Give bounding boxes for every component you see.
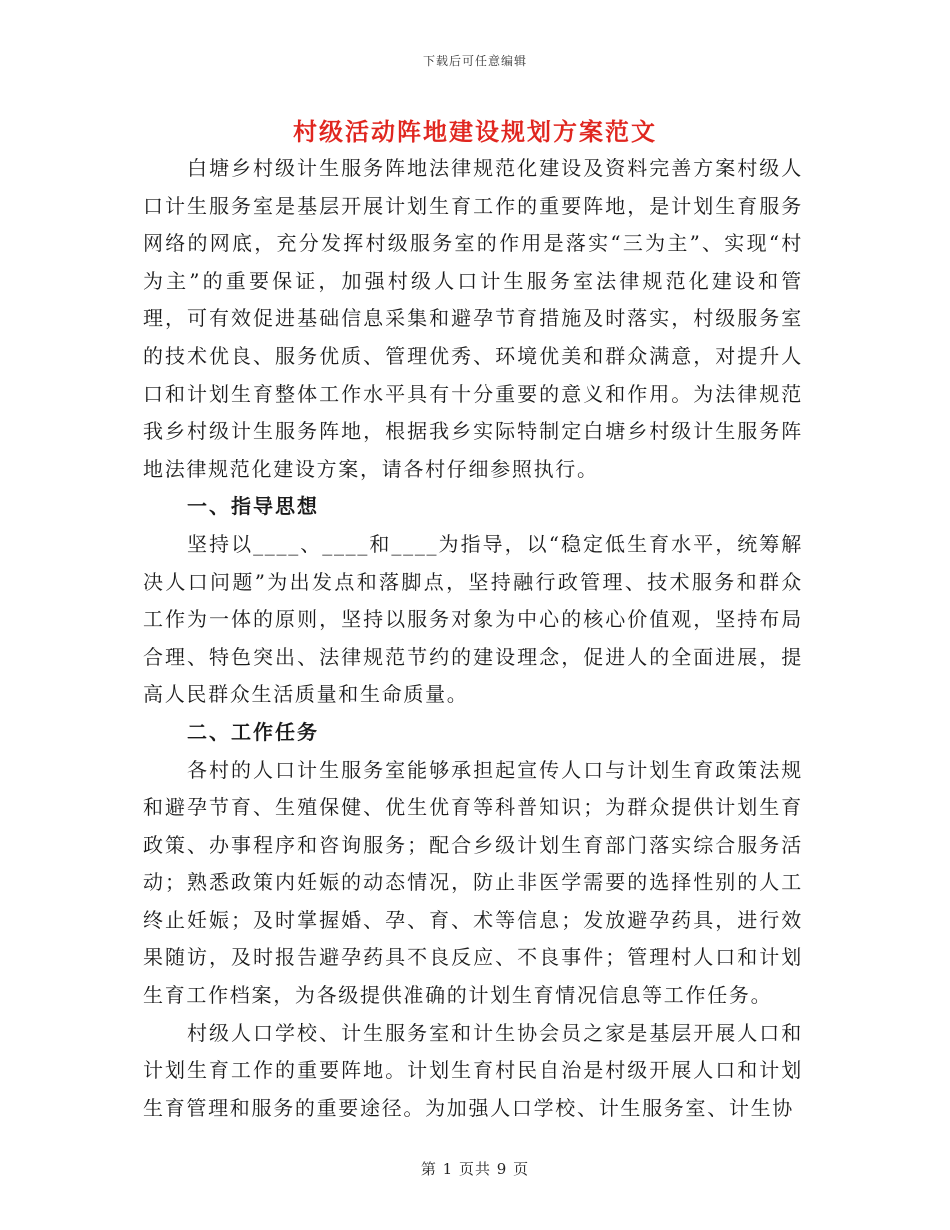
document-body bbox=[143, 150, 803, 1127]
header-note: 下载后可任意编辑 bbox=[422, 54, 527, 68]
section-paragraph-work-tasks-continued: 村级人口学校、计生服务室和计生协会员之家是基层开展人口和计划生育工作的重要阵地。计划生育村民自治是村级开展人口和计划生育管理和服务的重要途径。为加强人口学校、计生服务室、计生协 bbox=[143, 1020, 803, 1120]
section-heading-work-tasks: 二、工作任务 bbox=[187, 719, 319, 744]
section-heading-guiding-thought: 一、指导思想 bbox=[187, 494, 319, 519]
page-number: 第 1 页共 9 页 bbox=[420, 1160, 530, 1178]
intro-paragraph: 白塘乡村级计生服务阵地法律规范化建设及资料完善方案村级人口计生服务室是基层开展计划生育工作的重要阵地，是计划生育服务网络的网底，充分发挥村级服务室的作用是落实“三为主”、实现“村为主”的重要保证，加强村级人口计生服务室法律规范化建设和管理，可有效促进基础信息采集和避孕节育措施及时落实，村级服务室的技术优良、服务优质、管理优秀、环境优美和群众满意，对提升人口和计划生育整体工作水平具有十分重要的意义和作用。为法律规范我乡村级计生服务阵地，根据我乡实际特制定白塘乡村级计生服务阵地法律规范化建设方案，请各村仔细参照执行。 bbox=[143, 156, 803, 481]
document-title: 村级活动阵地建设规划方案范文 bbox=[293, 117, 657, 146]
section-paragraph-work-tasks: 各村的人口计生服务室能够承担起宣传人口与计划生育政策法规和避孕节育、生殖保健、优生优育等科普知识；为群众提供计划生育政策、办事程序和咨询服务；配合乡级计划生育部门落实综合服务活动；熟悉政策内妊娠的动态情况，防止非医学需要的选择性别的人工终止妊娠；及时掌握婚、孕、育、术等信息；发放避孕药具，进行效果随访，及时报告避孕药具不良反应、不良事件；管理村人口和计划生育工作档案，为各级提供准确的计划生育情况信息等工作任务。 bbox=[143, 757, 803, 1008]
section-paragraph-guiding-thought: 坚持以____、____和____为指导，以“稳定低生育水平，统筹解决人口问题”为出发点和落脚点，坚持融行政管理、技术服务和群众工作为一体的原则，坚持以服务对象为中心的核心价值观，坚持布局合理、特色突出、法律规范节约的建设理念，促进人的全面进展，提高人民群众生活质量和生命质量。 bbox=[143, 531, 803, 707]
